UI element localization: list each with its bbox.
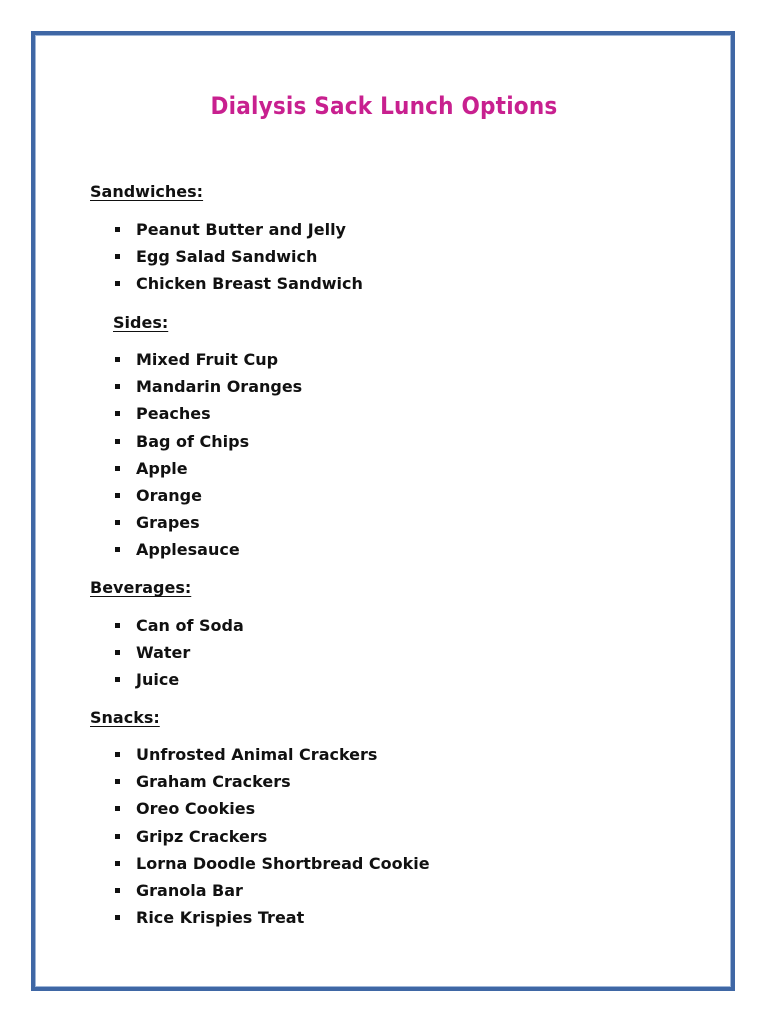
bullet-icon — [115, 888, 120, 893]
bullet-icon — [115, 254, 120, 259]
bullet-icon — [115, 493, 120, 498]
list-item: Can of Soda — [112, 612, 244, 639]
section-heading-beverages: Beverages: — [90, 578, 192, 597]
bullet-icon — [115, 520, 120, 525]
snacks-list — [112, 741, 430, 931]
list-item: Lorna Doodle Shortbread Cookie — [112, 850, 430, 877]
bullet-icon — [115, 861, 120, 866]
list-item: Water — [112, 639, 244, 666]
list-item: Granola Bar — [112, 877, 430, 904]
bullet-icon — [115, 650, 120, 655]
list-item: Bag of Chips — [112, 428, 302, 455]
bullet-icon — [115, 466, 120, 471]
list-item: Peaches — [112, 400, 302, 427]
bullet-icon — [115, 834, 120, 839]
list-item: Mixed Fruit Cup — [112, 346, 302, 373]
list-item: Egg Salad Sandwich — [112, 243, 363, 270]
bullet-icon — [115, 623, 120, 628]
bullet-icon — [115, 227, 120, 232]
list-item: Peanut Butter and Jelly — [112, 216, 363, 243]
list-item: Rice Krispies Treat — [112, 904, 430, 931]
section-heading-sandwiches: Sandwiches: — [90, 182, 204, 201]
bullet-icon — [115, 281, 120, 286]
list-item: Applesauce — [112, 536, 302, 563]
bullet-icon — [115, 779, 120, 784]
list-item: Mandarin Oranges — [112, 373, 302, 400]
bullet-icon — [115, 439, 120, 444]
sides-list — [112, 346, 302, 564]
bullet-icon — [115, 384, 120, 389]
list-item: Grapes — [112, 509, 302, 536]
bullet-icon — [115, 357, 120, 362]
list-item: Unfrosted Animal Crackers — [112, 741, 430, 768]
bullet-icon — [115, 752, 120, 757]
bullet-icon — [115, 547, 120, 552]
list-item: Chicken Breast Sandwich — [112, 270, 363, 297]
list-item: Orange — [112, 482, 302, 509]
bullet-icon — [115, 411, 120, 416]
page-title: Dialysis Sack Lunch Options — [210, 92, 558, 120]
list-item: Oreo Cookies — [112, 795, 430, 822]
beverages-list — [112, 612, 244, 694]
bullet-icon — [115, 806, 120, 811]
section-heading-sides: Sides: — [113, 313, 169, 332]
section-heading-snacks: Snacks: — [90, 708, 160, 727]
list-item: Juice — [112, 666, 244, 693]
list-item: Gripz Crackers — [112, 823, 430, 850]
sandwiches-list — [112, 216, 363, 298]
list-item: Graham Crackers — [112, 768, 430, 795]
bullet-icon — [115, 677, 120, 682]
list-item: Apple — [112, 455, 302, 482]
bullet-icon — [115, 915, 120, 920]
